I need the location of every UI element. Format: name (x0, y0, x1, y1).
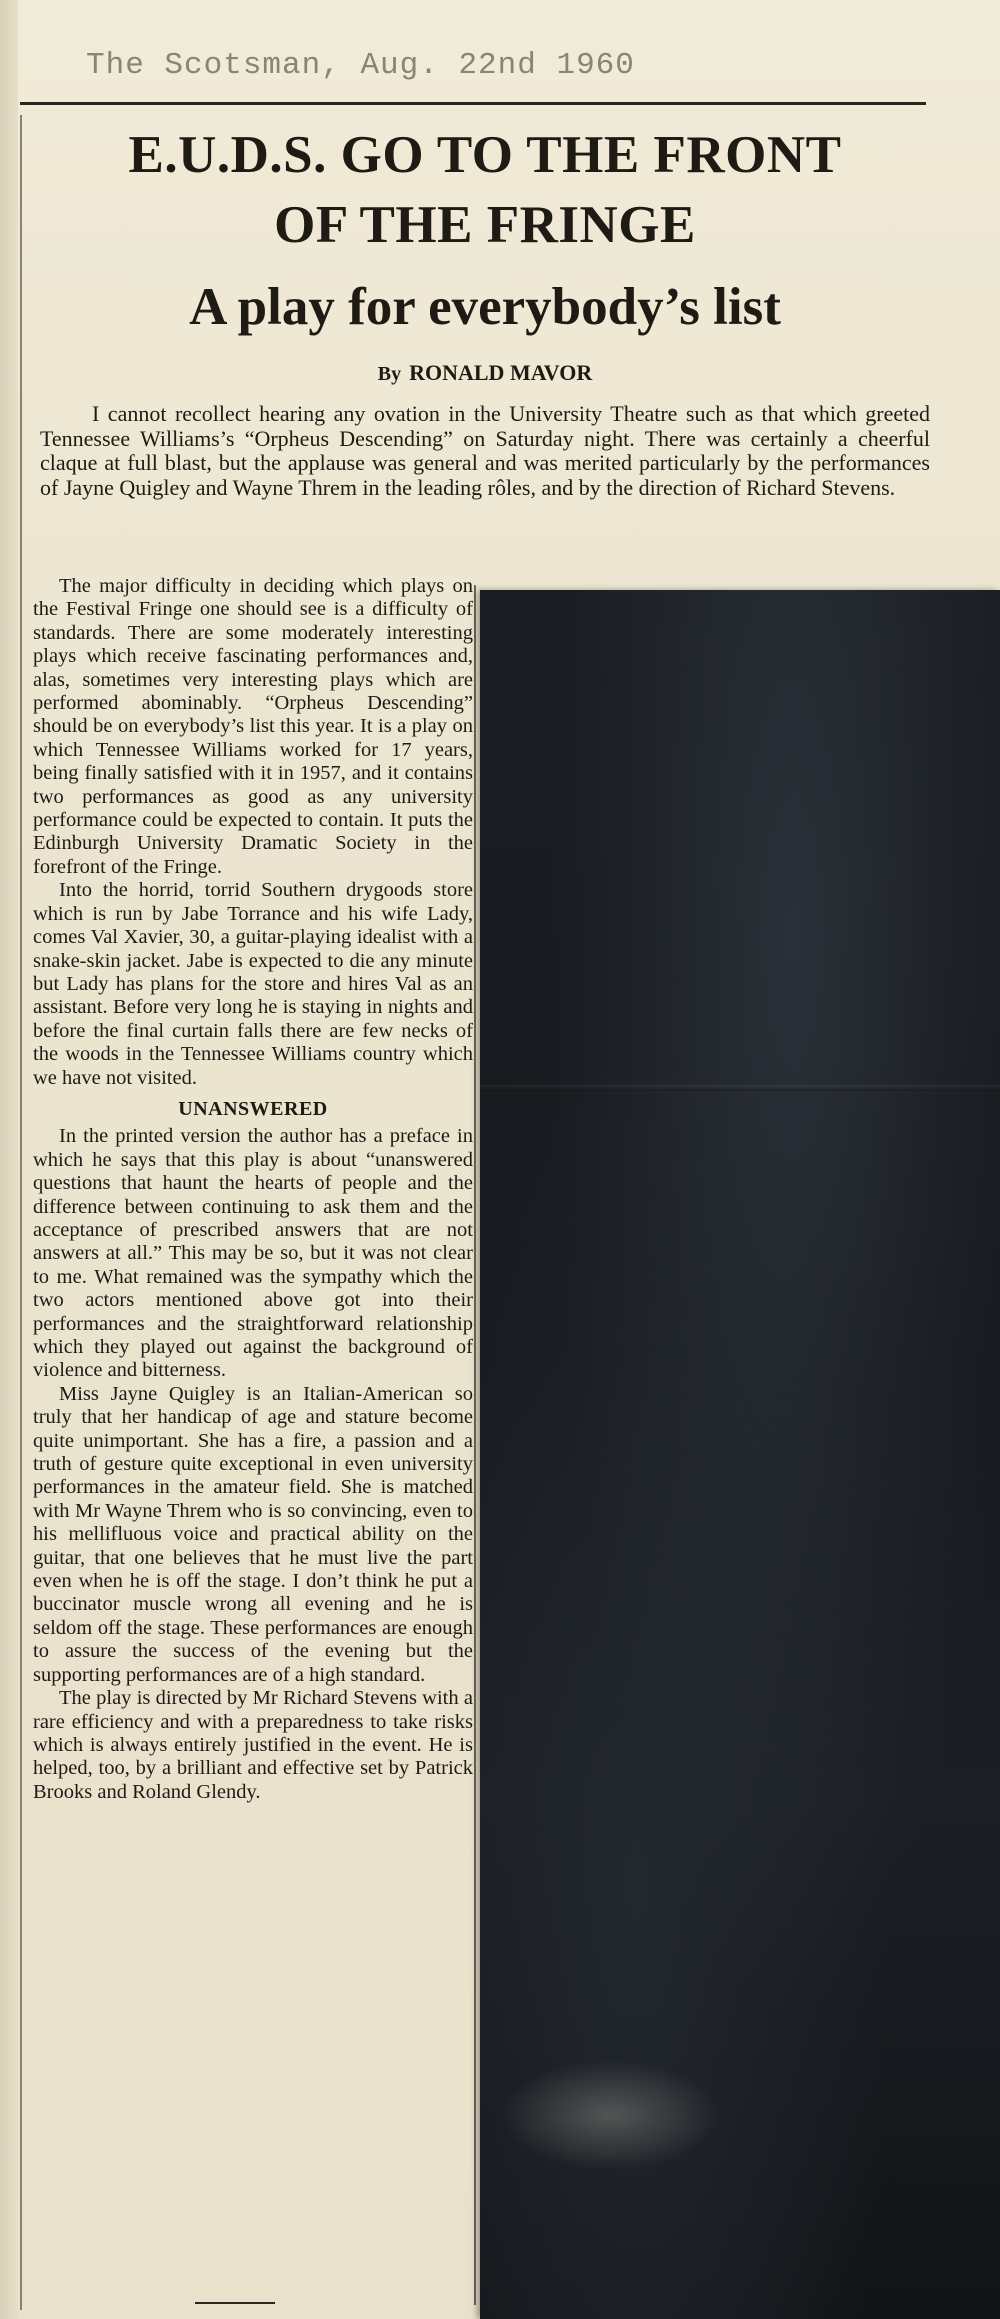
clipping-source-note: The Scotsman, Aug. 22nd 1960 (86, 48, 635, 83)
headline-line-2: OF THE FRINGE (274, 196, 696, 254)
section-heading: UNANSWERED (178, 1097, 328, 1120)
headline-line-1: E.U.D.S. GO TO THE FRONT (128, 126, 842, 184)
backing-smudge (500, 2060, 720, 2170)
body-paragraph: Miss Jayne Quigley is an Italian-American so truly that her handicap of age and stature become quite unimportant. She has a fire, a passion and a truth of gesture quite exceptional in even university performances in the amateur field. She is matched with Mr Wayne Threm who is so convincing, even to his mellifluous voice and practical ability on the guitar, that one believes that he must live the part even when he is off the stage. I don’t think he put a buccinator muscle wrong all evening and he is seldom off the stage. These performances are enough to assure the success of the evening but the supporting performances are of a high standard. (33, 1382, 473, 1686)
body-paragraph: In the printed version the author has a preface in which he says that this play is about “unanswered questions that haunt the hearts of people and the difference between continuing to ask them and the acceptance of prescribed answers that are not answers at all.” This may be so, but it was not clear to me. What remained was the sympathy which the two actors mentioned above got into their performances and the straightforward relationship which they played out against the background of violence and bitterness. (33, 1125, 473, 1382)
backing-fold-line (480, 1085, 1000, 1091)
column-gutter-rule (20, 115, 22, 2310)
adjacent-column-strip (0, 0, 18, 2319)
clipping-cut-edge (474, 585, 476, 2305)
byline (40, 358, 930, 389)
body-paragraph: Into the horrid, torrid Southern drygoods store which is run by Jabe Torrance and his wife Lady, comes Val Xavier, 30, a guitar-playing idealist with a snake-skin jacket. Jabe is expected to die any minute but Lady has plans for the store and hires Val as an assistant. Before very long he is staying in nights and before the final curtain falls there are few necks of the woods in the Tennessee Williams country which we have not visited. (33, 879, 473, 1089)
byline-author: RONALD MAVOR (409, 360, 593, 385)
lead-paragraph: I cannot recollect hearing any ovation in the University Theatre such as that which greeted Tennessee Williams’s “Orpheus Descending” on Saturday night. There was certainly a cheerful claque at full blast, but the applause was general and was merited particularly by the performances of Jayne Quigley and Wayne Threm in the leading rôles, and by the direction of Richard Stevens. (40, 401, 930, 500)
body-paragraph: The major difficulty in deciding which plays on the Festival Fringe one should see is a difficulty of standards. There are some moderately interesting plays which receive fascinating performances and, alas, sometimes very interesting plays which are performed abominably. “Orpheus Descending” should be on everybody’s list this year. It is a play on which Tennessee Williams worked for 17 years, being finally satisfied with it in 1957, and it contains two performances as good as any university performance could be expected to contain. It puts the Edinburgh University Dramatic Society in the forefront of the Fringe. (33, 575, 473, 878)
header-rule (20, 102, 926, 105)
headline (40, 120, 930, 260)
dark-backing-paper (480, 590, 1000, 2319)
article-body-column (33, 575, 473, 1804)
body-paragraph: The play is directed by Mr Richard Stevens with a rare efficiency and with a preparedness to take risks which is always entirely justified in the event. He is helped, too, by a brilliant and effective set by Patrick Brooks and Roland Glendy. (33, 1687, 473, 1803)
article-end-rule (195, 2302, 275, 2304)
byline-prefix: By (377, 363, 402, 385)
subheadline: A play for everybody’s list (189, 278, 781, 336)
